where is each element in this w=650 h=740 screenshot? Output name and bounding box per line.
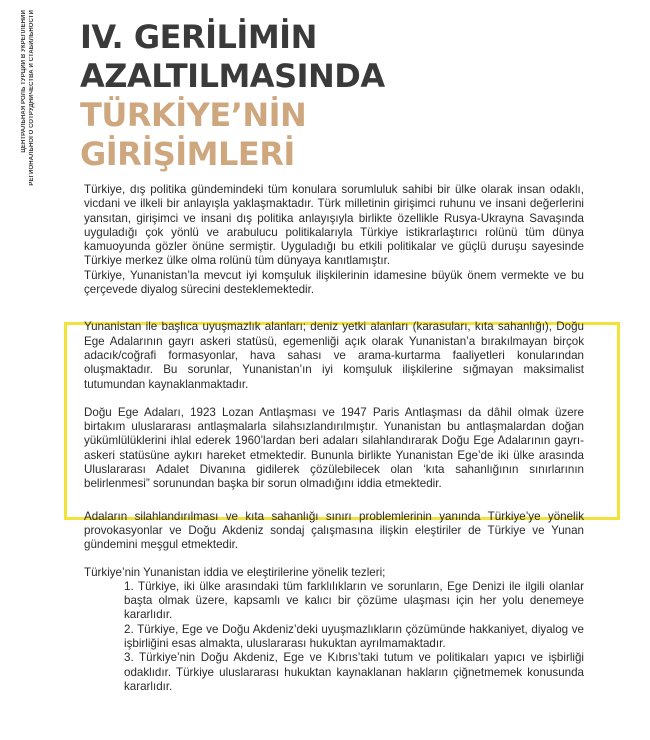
page-title: [80, 18, 385, 174]
paragraph-3: Yunanistan ile başlıca uyuşmazlık alanları; deniz yetki alanları (karasuları, kıta sahanlığı), Doğu Ege Adalarının gayrı askeri statüsü, egemenliği açık olarak Yunanistan’a bırakılmayan birçok adacık/coğrafi formasyonlar, hava sahası ve arama-kurtarma faaliyetleri konularından oluşmaktadır. Bu sorunlar, Yunanistan’ın iyi komşuluk ilişkilerine sığmayan maksimalist tutumundan kaynaklanmaktadır.: [84, 320, 584, 391]
list-item: 1. Türkiye, iki ülke arasındaki tüm farklılıkların ve sorunların, Ege Denizi ile ilgili olanlar başta olmak üzere, kapsamlı ve kalıcı bir çözüme ulaşması için her yolu denemeye kararlıdır.: [124, 579, 584, 622]
theses-list: [84, 580, 584, 694]
paragraph-1: Türkiye, dış politika gündemindeki tüm konulara sorumluluk sahibi bir ülke olarak insan odaklı, vicdani ve ilkeli bir anlayışla yaklaşmaktadır. Türk milletinin girişimci ruhunu ve insani değerlerini yansıtan, girişimci ve insani dış politika anlayışıyla birlikte özellikle Rusya-Ukrayna Savaşında uyguladığı çok yönlü ve arabulucu politikalarıyla Türkiye istikrarlaştırıcı rolünü tüm dünya kamuoyunda gözler önüne sermiştir. Uyguladığı bu etkili politikalar ve güçlü duruşu sayesinde Türkiye merkez ülke olma rolünü tüm dünyaya kanıtlamıştır.: [84, 183, 584, 268]
title-line-4: GİRİŞİMLERİ: [80, 135, 295, 173]
title-line-2: AZALTILMASINDA: [80, 57, 385, 95]
title-line-1: IV. GERİLİMİN: [80, 18, 317, 56]
paragraph-2: Türkiye, Yunanistan’la mevcut iyi komşuluk ilişkilerinin idamesine büyük önem vermekte ve bu çerçevede diyalog sürecini desteklemektedir.: [84, 268, 584, 297]
body-text: [84, 183, 584, 694]
sidebar-caption-line-1: ЦЕНТРАЛЬНАЯ РОЛЬ ТУРЦИИ В УКРЕПЛЕНИИ: [21, 10, 27, 153]
title-line-3: TÜRKİYE’NİN: [80, 96, 307, 134]
paragraph-6: Türkiye’nin Yunanistan iddia ve eleştirilerine yönelik tezleri;: [84, 565, 386, 579]
sidebar-caption-line-2: РЕГИОНАЛЬНОГО СОТРУДНИЧЕСТВА И СТАБИЛЬНОСТИ: [29, 10, 35, 186]
sidebar-caption: [20, 10, 40, 220]
list-item: 2. Türkiye, Ege ve Doğu Akdeniz’deki uyuşmazlıkların çözümünde hakkaniyet, diyalog ve işbirliğini esas almakta, uluslararası hukuktan ayrılmamaktadır.: [124, 622, 584, 651]
paragraph-5: Adaların silahlandırılması ve kıta sahanlığı sınırı problemlerinin yanında Türkiye’ye yönelik provokasyonlar ve Doğu Akdeniz sondaj çalışmasına ilişkin eleştiriler de Türkiye ve Yunan gündemini meşgul etmektedir.: [84, 509, 584, 552]
paragraph-4: Doğu Ege Adaları, 1923 Lozan Antlaşması ve 1947 Paris Antlaşması da dâhil olmak üzere birtakım uluslararası antlaşmalarla silahsızlandırılmıştır. Yunanistan bu antlaşmalardan doğan yükümlülüklerini ihlal ederek 1960’lardan beri adaları silahlandırarak Doğu Ege Adalarının gayrı-askeri statüsüne aykırı hareket etmektedir. Bununla birlikte Yunanistan Ege’de iki ülke arasında Uluslararası Adalet Divanına gidilerek çözülebilecek olan ‘kıta sahanlığının sınırlarının belirlenmesi” sorunundan başka bir sorun olmadığını iddia etmektedir.: [84, 405, 584, 491]
list-item: 3. Türkiye’nin Doğu Akdeniz, Ege ve Kıbrıs’taki tutum ve politikaları yapıcı ve işbirliği odaklıdır. Türkiye uluslararası hukuktan kaynaklanan hakların çiğnetmemek konusunda kararlıdır.: [124, 651, 584, 693]
